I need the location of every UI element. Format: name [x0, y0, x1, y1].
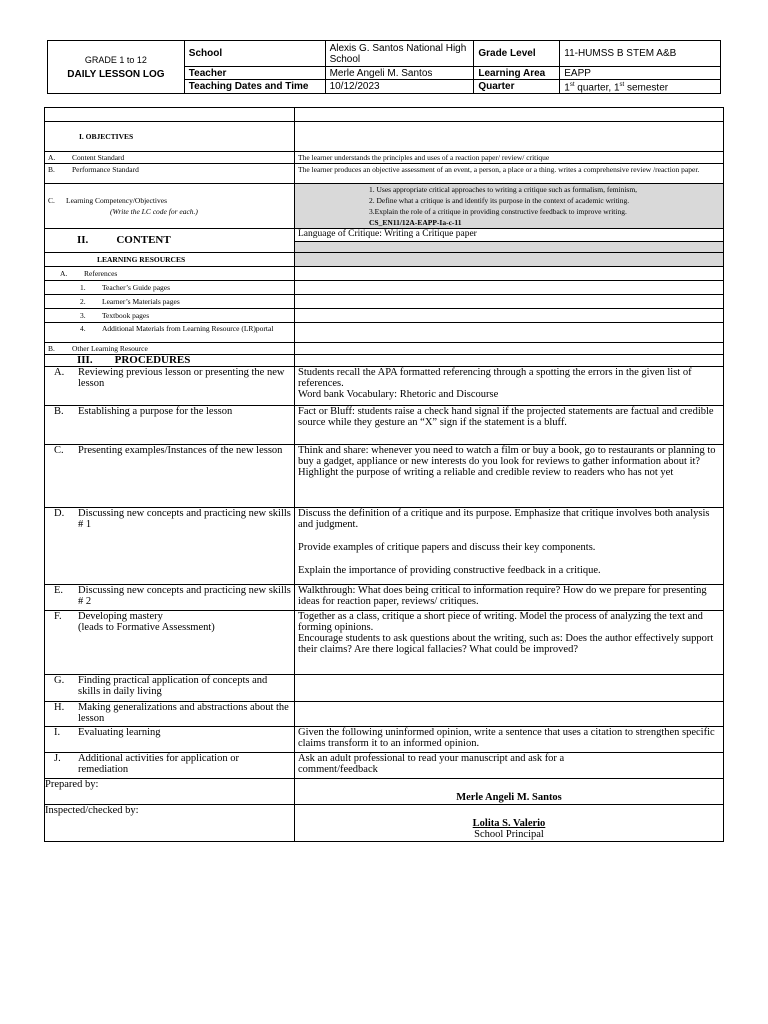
- procedure-i-value: Given the following uninformed opinion, write a sentence that uses a citation to strengthen specific claims transform it to an informed opinion.: [295, 727, 724, 753]
- other-learning-resource: B. Other Learning Resource: [45, 343, 295, 355]
- principal-title: School Principal: [474, 829, 544, 840]
- content-standard-label: A. Content Standard: [45, 152, 295, 164]
- quarter-label: Quarter: [474, 80, 560, 94]
- log-title: DAILY LESSON LOG: [67, 68, 165, 80]
- teachers-guide-pages: 1. Teacher’s Guide pages: [45, 281, 295, 295]
- teacher-label: Teacher: [184, 67, 325, 80]
- prepared-by-label: Prepared by:: [45, 779, 295, 805]
- performance-standard-label: B. Performance Standard: [45, 164, 295, 184]
- procedure-g-label: G. Finding practical application of concepts and skills in daily living: [45, 675, 295, 702]
- lesson-table: [44, 107, 724, 842]
- content-heading: II. CONTENT: [45, 229, 295, 253]
- additional-materials: 4. Additional Materials from Learning Resource (LR)portal: [45, 323, 295, 343]
- learning-area-value: EAPP: [560, 67, 721, 80]
- learning-resources-heading: LEARNING RESOURCES: [45, 253, 295, 267]
- procedure-d-label: D. Discussing new concepts and practicing new skills # 1: [45, 508, 295, 585]
- procedure-b-value: Fact or Bluff: students raise a check hand signal if the projected statements are factual and credible source while they gesture an “X” sign if the statement is a bluff.: [295, 406, 724, 445]
- principal-name: Lolita S. Valerio: [472, 818, 546, 829]
- procedure-a-label: A. Reviewing previous lesson or presenting the new lesson: [45, 367, 295, 406]
- references-label: A. References: [45, 267, 295, 281]
- prepared-by-name: Merle Angeli M. Santos: [295, 779, 724, 805]
- teacher-value: Merle Angeli M. Santos: [325, 67, 474, 80]
- textbook-pages: 3. Textbook pages: [45, 309, 295, 323]
- school-value: Alexis G. Santos National High School: [325, 41, 474, 67]
- daily-lesson-log-title: [48, 41, 185, 94]
- procedure-c-label: C. Presenting examples/Instances of the new lesson: [45, 445, 295, 508]
- procedure-e-label: E. Discussing new concepts and practicing new skills # 2: [45, 585, 295, 611]
- procedure-a-value: Students recall the APA formatted referencing through a spotting the errors in the given list of references. Word bank Vocabulary: Rhetoric and Discourse: [295, 367, 724, 406]
- learning-competency-label: C. Learning Competency/Objectives (Write the LC code for each.): [45, 184, 295, 229]
- inspected-by-label: Inspected/checked by:: [45, 805, 295, 842]
- inspected-by-block: [295, 805, 724, 842]
- content-standard-value: The learner understands the principles and uses of a reaction paper/ review/ critique: [295, 152, 724, 164]
- header-table: [47, 40, 721, 94]
- procedure-d-value: Discuss the definition of a critique and its purpose. Emphasize that critique involves both analysis and judgment. Provide examples of critique papers and discuss their key components. Explain the importance of providing constructive feedback in a critique.: [295, 508, 724, 585]
- procedure-e-value: Walkthrough: What does being critical to information require? How do we prepare for presenting ideas for reaction paper, reviews/ critiques.: [295, 585, 724, 611]
- procedure-b-label: B. Establishing a purpose for the lesson: [45, 406, 295, 445]
- procedure-j-label: J. Additional activities for application or remediation: [45, 753, 295, 779]
- learners-materials-pages: 2. Learner’s Materials pages: [45, 295, 295, 309]
- lc-code: CS_EN11/12A-EAPP-Ia-c-11: [369, 218, 462, 227]
- dates-label: Teaching Dates and Time: [184, 80, 325, 94]
- procedure-f-label: F. Developing mastery (leads to Formative Assessment): [45, 611, 295, 675]
- grade-range: GRADE 1 to 12: [84, 54, 147, 65]
- procedure-i-label: I. Evaluating learning: [45, 727, 295, 753]
- content-value: Language of Critique: Writing a Critique paper: [295, 229, 724, 253]
- grade-level-label: Grade Level: [474, 41, 560, 67]
- grade-level-value: 11-HUMSS B STEM A&B: [560, 41, 721, 67]
- learning-area-label: Learning Area: [474, 67, 560, 80]
- procedures-heading: III. PROCEDURES: [45, 355, 295, 367]
- procedure-j-value: Ask an adult professional to read your manuscript and ask for a comment/feedback: [295, 753, 724, 779]
- procedure-g-value: [295, 675, 724, 702]
- procedure-c-value: Think and share: whenever you need to watch a film or buy a book, go to restaurants or planning to buy a gadget, appliance or new interests do you look for reviews to gather information about it? Highlight the purpose of writing a reliable and credible review to readers who has not yet: [295, 445, 724, 508]
- procedure-h-label: H. Making generalizations and abstractions about the lesson: [45, 702, 295, 727]
- learning-competency-values: 1. Uses appropriate critical approaches to writing a critique such as formalism, feminism, 2. Define what a critique is and identify its purpose in the context of academic writing. 3.Explain the role of a critique in providing constructive feedback to improve writing. CS_EN11/12A-EAPP-Ia-c-11: [295, 184, 724, 229]
- school-label: School: [184, 41, 325, 67]
- procedure-h-value: [295, 702, 724, 727]
- procedure-f-value: Together as a class, critique a short piece of writing. Model the process of analyzing the text and forming opinions. Encourage students to ask questions about the writing, such as: Does the author effectively support their claims? Are there logical fallacies? What could be improved?: [295, 611, 724, 675]
- performance-standard-value: The learner produces an objective assessment of an event, a person, a place or a thing. writes a comprehensive review /reaction paper.: [295, 164, 724, 184]
- quarter-value: 1st quarter, 1st semester: [560, 80, 721, 94]
- dates-value: 10/12/2023: [325, 80, 474, 94]
- objectives-heading: I. OBJECTIVES: [45, 122, 295, 152]
